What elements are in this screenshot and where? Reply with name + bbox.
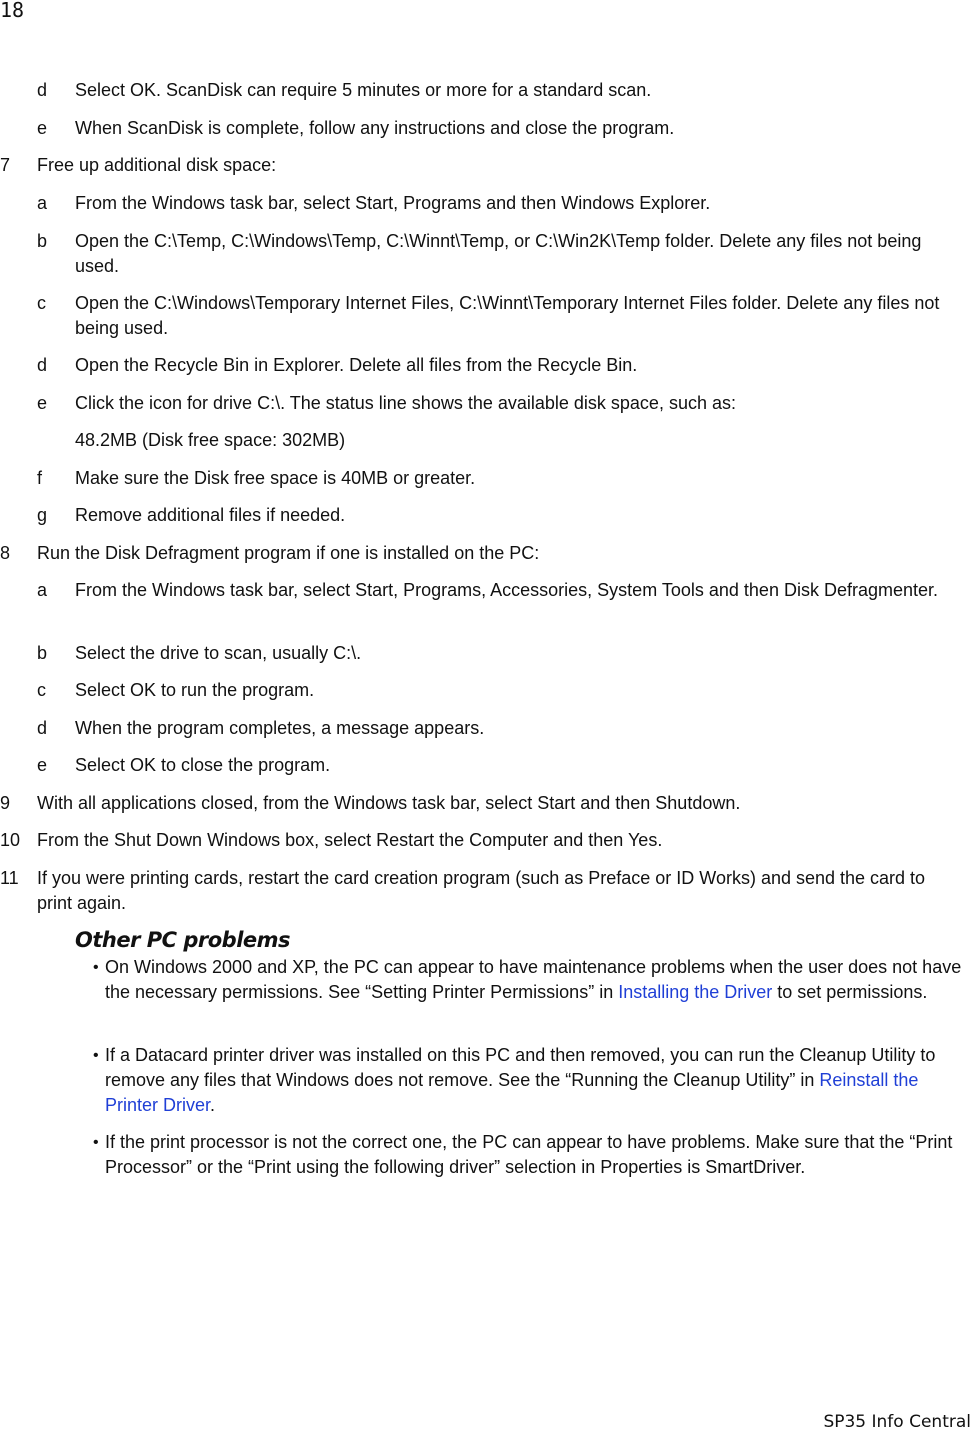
step-text: Make sure the Disk free space is 40MB or greater.: [75, 468, 476, 488]
bullet-text-after: .: [210, 1095, 216, 1115]
step-text: Click the icon for drive C:\. The status line shows the available disk space, such as:: [75, 393, 736, 413]
step-label: 11: [0, 868, 19, 888]
section-heading-other-pc-problems: Other PC problems: [75, 928, 291, 952]
step-label: e: [37, 393, 48, 413]
footer-title: SP35 Info Central: [823, 1412, 971, 1432]
step-label: d: [37, 355, 48, 375]
step-label: f: [37, 468, 43, 488]
installing-the-driver-link[interactable]: Installing the Driver: [618, 982, 773, 1002]
step-label: c: [37, 680, 46, 700]
step-text: Open the C:\Temp, C:\Windows\Temp, C:\Winnt\Temp, or C:\Win2K\Temp folder. Delete any files not being used.: [75, 231, 922, 276]
step-text: If you were printing cards, restart the card creation program (such as Preface or ID Works) and send the card to print again.: [37, 868, 926, 913]
step-label: a: [37, 580, 48, 600]
step-text: With all applications closed, from the Windows task bar, select Start and then Shutdown.: [37, 793, 741, 813]
step-label: 10: [0, 830, 21, 850]
step-label: 9: [0, 793, 11, 813]
step-text: From the Windows task bar, select Start, Programs, Accessories, System Tools and then Disk Defragmenter.: [75, 580, 939, 600]
bullet-icon: •: [93, 1047, 99, 1064]
step-label: e: [37, 118, 48, 138]
step-label: b: [37, 231, 48, 251]
bullet-icon: •: [93, 1134, 99, 1151]
step-text: Open the C:\Windows\Temporary Internet Files, C:\Winnt\Temporary Internet Files folder. Delete any files not being used.: [75, 293, 940, 338]
step-text: Run the Disk Defragment program if one is installed on the PC:: [37, 543, 540, 563]
step-text: When the program completes, a message appears.: [75, 718, 485, 738]
step-text: Remove additional files if needed.: [75, 505, 346, 525]
step-text: Select OK to run the program.: [75, 680, 315, 700]
step-label: d: [37, 718, 48, 738]
step-label: g: [37, 505, 48, 525]
bullet-text-after: to set permissions.: [772, 982, 928, 1002]
step-label: a: [37, 193, 48, 213]
reinstall-printer-driver-link[interactable]: Reinstall the Printer Driver: [105, 1070, 919, 1115]
step-text: Open the Recycle Bin in Explorer. Delete all files from the Recycle Bin.: [75, 355, 638, 375]
step-text: Select the drive to scan, usually C:\.: [75, 643, 362, 663]
bullet-text: [105, 1043, 963, 1118]
bullet-text-before: If the print processor is not the correct one, the PC can appear to have problems. Make sure that the “Print Processor” or the “Print using the following driver” selection in Properties is SmartDriver.: [105, 1132, 953, 1177]
step-text: From the Shut Down Windows box, select Restart the Computer and then Yes.: [37, 830, 663, 850]
step-label: c: [37, 293, 46, 313]
step-label: e: [37, 755, 48, 775]
page-number: 18: [0, 0, 25, 22]
bullet-text-before: On Windows 2000 and XP, the PC can appear to have maintenance problems when the user does not have the necessary permissions. See “Setting Printer Permissions” in: [105, 957, 962, 1002]
step-text: Free up additional disk space:: [37, 155, 277, 175]
example-text: 48.2MB (Disk free space: 302MB): [75, 430, 346, 450]
bullet-text-before: If a Datacard printer driver was installed on this PC and then removed, you can run the Cleanup Utility to remove any files that Windows does not remove. See the “Running the Cleanup Utility” in: [105, 1045, 936, 1090]
step-text: From the Windows task bar, select Start, Programs and then Windows Explorer.: [75, 193, 711, 213]
step-label: 8: [0, 543, 11, 563]
step-label: d: [37, 80, 48, 100]
step-text: Select OK to close the program.: [75, 755, 331, 775]
bullet-text: [105, 1130, 963, 1180]
step-text: Select OK. ScanDisk can require 5 minutes or more for a standard scan.: [75, 80, 652, 100]
step-label: b: [37, 643, 48, 663]
bullet-text: [105, 955, 963, 1005]
step-label: 7: [0, 155, 11, 175]
step-text: When ScanDisk is complete, follow any instructions and close the program.: [75, 118, 675, 138]
bullet-icon: •: [93, 959, 99, 976]
